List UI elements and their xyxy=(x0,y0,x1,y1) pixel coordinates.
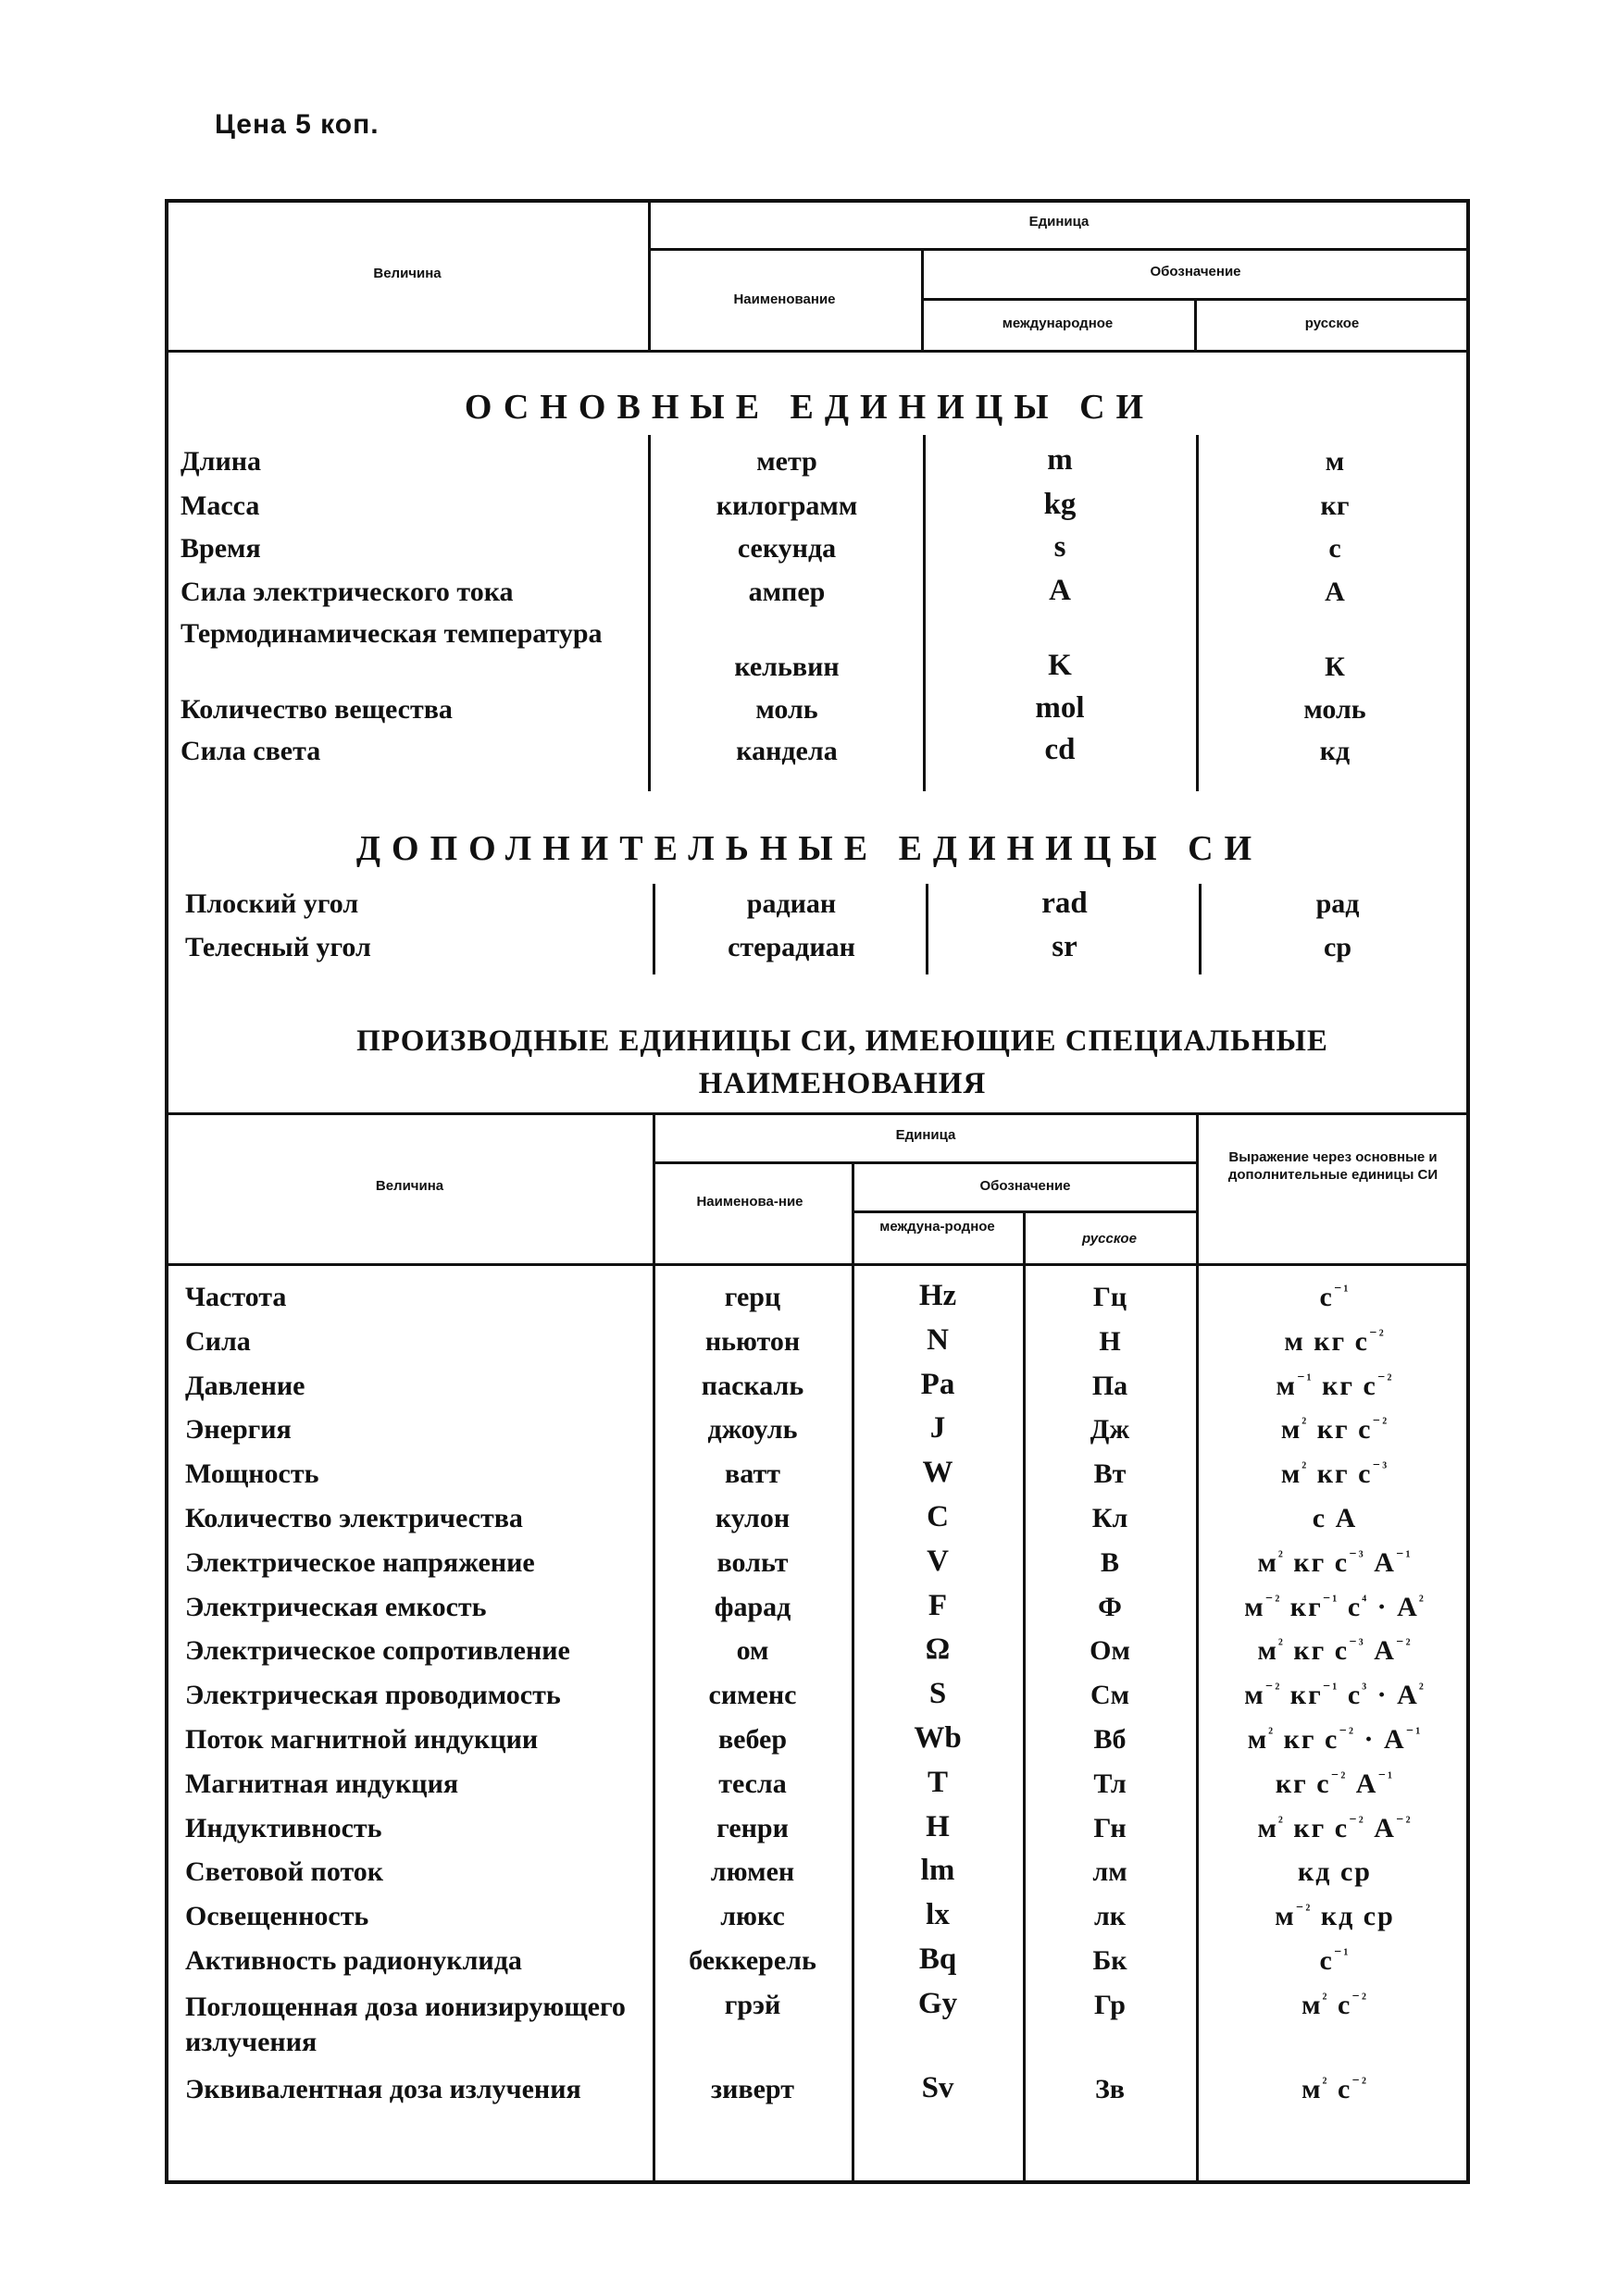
derived-rus-symbol: Вб xyxy=(1093,1724,1127,1755)
derived-quantity: Мощность xyxy=(185,1458,319,1489)
derived-intl-symbol: Gy xyxy=(917,1987,958,2020)
header2-name: Наименова-ние xyxy=(696,1194,803,1210)
derived-intl-symbol: lm xyxy=(920,1854,955,1887)
derived-unit-name: вебер xyxy=(717,1724,788,1755)
derived-expression: $м^{^2}$ $с^{^{-2}}$ xyxy=(1301,1990,1368,2020)
derived-unit-name: кулон xyxy=(715,1503,791,1533)
derived-unit-name: грэй xyxy=(724,1990,781,2020)
derived-unit-name: вольт xyxy=(716,1547,789,1578)
supp-divider-2 xyxy=(926,884,928,974)
derived-intl-symbol: T xyxy=(927,1766,948,1799)
derived-quantity: Индуктивность xyxy=(185,1813,382,1843)
base-rus-symbol: моль xyxy=(1303,694,1366,725)
base-rus-symbol: кг xyxy=(1320,490,1350,521)
header2-unit: Единица xyxy=(895,1127,956,1143)
derived-rus-symbol: Ом xyxy=(1090,1635,1130,1666)
base-divider-3 xyxy=(1196,435,1199,791)
header1-quantity: Величина xyxy=(373,266,442,281)
derived-expression: $с^{^{-1}}$ xyxy=(1319,1282,1351,1312)
base-rus-symbol: кд xyxy=(1319,736,1351,766)
derived-unit-name: генри xyxy=(716,1813,789,1843)
derived-expression: $м^{^2}$ кг $с^{^{-2}}$ $А^{^{-2}}$ xyxy=(1257,1813,1413,1843)
header2-rule-bottom xyxy=(165,1263,1470,1266)
base-quantity: Термодинамическая температура xyxy=(181,618,603,649)
header1-russian: русское xyxy=(1304,316,1360,331)
header2-designation: Обозначение xyxy=(979,1178,1071,1194)
derived-expression: $м^{^{-2}}$ $кг^{^{-1}}$ $с^{^4} \cdot А^{^2}$ xyxy=(1244,1592,1426,1622)
derived-expression: кд ср xyxy=(1298,1856,1372,1887)
base-unit-name: секунда xyxy=(737,533,837,564)
supp-quantity: Плоский угол xyxy=(185,888,359,919)
derived-quantity: Эквивалентная доза излучения xyxy=(185,2074,581,2104)
header1-international: международное xyxy=(1002,316,1114,331)
price-label: Цена 5 коп. xyxy=(215,109,380,140)
base-unit-name: метр xyxy=(756,446,817,477)
derived-unit-name: паскаль xyxy=(701,1371,804,1401)
header2-quantity: Величина xyxy=(375,1178,444,1194)
derived-unit-name: ньютон xyxy=(704,1326,801,1357)
derived-unit-name: люмен xyxy=(710,1856,795,1887)
derived-rus-symbol: Зв xyxy=(1094,2074,1126,2104)
derived-quantity: Поглощенная доза ионизирующего излучения xyxy=(185,1992,626,2057)
derived-rus-symbol: Гр xyxy=(1094,1990,1126,2020)
base-unit-name: кельвин xyxy=(734,652,840,682)
derived-quantity: Электрическая емкость xyxy=(185,1592,487,1622)
derived-quantity: Электрическое напряжение xyxy=(185,1547,535,1578)
header2-rule-top xyxy=(165,1112,1470,1115)
base-intl-symbol: mol xyxy=(1035,691,1085,725)
derived-rus-symbol: Гн xyxy=(1093,1813,1127,1843)
supp-divider-3 xyxy=(1199,884,1202,974)
derived-rus-symbol: Тл xyxy=(1093,1769,1127,1799)
derived-intl-symbol: Ω xyxy=(925,1632,951,1666)
base-quantity: Масса xyxy=(181,490,260,521)
derived-unit-name: фарад xyxy=(714,1592,791,1622)
base-intl-symbol: kg xyxy=(1043,488,1077,521)
derived-expression: $м^{^{-2}}$ кд ср xyxy=(1275,1901,1395,1931)
derived-unit-name: джоуль xyxy=(707,1414,798,1445)
header1-rule-bottom xyxy=(165,350,1470,353)
supp-intl-symbol: rad xyxy=(1041,887,1088,920)
supp-unit-name: стерадиан xyxy=(728,932,855,962)
base-unit-name: килограмм xyxy=(716,490,858,521)
header1-unit: Единица xyxy=(1028,214,1090,230)
base-intl-symbol: s xyxy=(1053,530,1066,564)
derived-rus-symbol: Гц xyxy=(1092,1282,1127,1312)
section-title-supplementary: ДОПОЛНИТЕЛЬНЫЕ ЕДИНИЦЫ СИ xyxy=(355,829,1264,868)
base-quantity: Сила света xyxy=(181,736,321,766)
base-unit-name: ампер xyxy=(748,577,826,607)
derived-expression: $м^{^{-1}}$ кг $с^{^{-2}}$ xyxy=(1276,1371,1394,1401)
section-title-base: ОСНОВНЫЕ ЕДИНИЦЫ СИ xyxy=(464,388,1155,427)
derived-divider-2 xyxy=(852,1161,854,2181)
derived-rus-symbol: См xyxy=(1090,1680,1130,1710)
derived-quantity: Световой поток xyxy=(185,1856,384,1887)
derived-intl-symbol: V xyxy=(927,1545,949,1578)
derived-intl-symbol: C xyxy=(927,1500,949,1533)
derived-unit-name: тесла xyxy=(718,1769,787,1799)
derived-unit-name: ом xyxy=(736,1635,769,1666)
header2-expression: Выражение через основные и дополнительные единицы СИ xyxy=(1227,1149,1438,1183)
derived-unit-name: герц xyxy=(724,1282,781,1312)
derived-quantity: Давление xyxy=(185,1371,305,1401)
base-rus-symbol: с xyxy=(1328,533,1341,564)
derived-intl-symbol: Bq xyxy=(918,1942,957,1976)
derived-expression: $м^{^{-2}}$ $кг^{^{-1}}$ $с^{^3} \cdot А^{^2}$ xyxy=(1244,1680,1426,1710)
base-intl-symbol: cd xyxy=(1044,733,1076,766)
derived-divider-4 xyxy=(1196,1112,1199,2181)
base-rus-symbol: К xyxy=(1325,652,1345,682)
base-quantity: Время xyxy=(181,533,261,564)
derived-unit-name: ватт xyxy=(725,1458,780,1489)
derived-quantity: Освещенность xyxy=(185,1901,369,1931)
derived-unit-name: беккерель xyxy=(689,1945,816,1976)
derived-quantity: Энергия xyxy=(185,1414,292,1445)
derived-rus-symbol: Дж xyxy=(1090,1414,1130,1445)
derived-expression: $м^{^2}$ кг $с^{^{-3}}$ $А^{^{-2}}$ xyxy=(1257,1635,1413,1666)
derived-intl-symbol: Sv xyxy=(921,2071,954,2104)
derived-rus-symbol: Вт xyxy=(1093,1458,1127,1489)
derived-rus-symbol: Бк xyxy=(1092,1945,1127,1976)
supp-intl-symbol: sr xyxy=(1052,930,1077,963)
derived-rus-symbol: Кл xyxy=(1091,1503,1128,1533)
header2-international: междуна-родное xyxy=(879,1219,995,1235)
derived-expression: $м^{^2}$ кг $с^{^{-2}} \cdot А^{^{-1}}$ xyxy=(1247,1724,1423,1755)
derived-expression: м кг $с^{^{-2}}$ xyxy=(1284,1326,1386,1357)
header1-rule-unit xyxy=(648,248,1470,251)
base-intl-symbol: A xyxy=(1049,574,1071,607)
derived-expression: кг $с^{^{-2}}$ $А^{^{-1}}$ xyxy=(1275,1769,1395,1799)
derived-intl-symbol: Wb xyxy=(914,1721,962,1755)
derived-rus-symbol: лк xyxy=(1093,1901,1127,1931)
supp-divider-1 xyxy=(653,884,655,974)
derived-quantity: Активность радионуклида xyxy=(185,1945,522,1976)
derived-rus-symbol: Па xyxy=(1091,1371,1128,1401)
derived-rus-symbol: В xyxy=(1100,1547,1119,1578)
derived-intl-symbol: S xyxy=(928,1677,947,1710)
derived-quantity: Поток магнитной индукции xyxy=(185,1724,539,1755)
derived-intl-symbol: W xyxy=(922,1456,953,1489)
header1-name: Наименование xyxy=(733,292,836,307)
header1-designation: Обозначение xyxy=(1150,264,1241,279)
base-unit-name: моль xyxy=(755,694,818,725)
supp-quantity: Телесный угол xyxy=(185,932,371,962)
derived-intl-symbol: J xyxy=(929,1411,946,1445)
derived-intl-symbol: N xyxy=(927,1323,949,1357)
derived-unit-name: люкс xyxy=(720,1901,785,1931)
derived-intl-symbol: F xyxy=(928,1589,948,1622)
derived-intl-symbol: Hz xyxy=(918,1279,957,1312)
derived-expression: с А xyxy=(1312,1503,1358,1533)
derived-unit-name: зиверт xyxy=(711,2074,794,2104)
header2-russian: русское xyxy=(1082,1231,1137,1247)
base-divider-1 xyxy=(648,435,651,791)
derived-rus-symbol: Н xyxy=(1099,1326,1121,1357)
supp-rus-symbol: ср xyxy=(1324,932,1351,962)
supp-rus-symbol: рад xyxy=(1315,888,1360,919)
derived-rus-symbol: лм xyxy=(1092,1856,1127,1887)
derived-quantity: Количество электричества xyxy=(185,1503,523,1533)
derived-unit-name: сименс xyxy=(708,1680,797,1710)
base-rus-symbol: м xyxy=(1325,446,1345,477)
base-rus-symbol: А xyxy=(1325,577,1345,607)
derived-rus-symbol: Ф xyxy=(1098,1592,1122,1622)
derived-quantity: Магнитная индукция xyxy=(185,1769,459,1799)
derived-quantity: Электрическое сопротивление xyxy=(185,1635,570,1666)
section-title-derived: ПРОИЗВОДНЫЕ ЕДИНИЦЫ СИ, ИМЕЮЩИЕ СПЕЦИАЛЬНЫЕ НАИМЕНОВАНИЯ xyxy=(356,1024,1328,1100)
base-quantity: Длина xyxy=(181,446,262,477)
derived-quantity: Электрическая проводимость xyxy=(185,1680,561,1710)
base-quantity: Количество вещества xyxy=(181,694,453,725)
derived-intl-symbol: Pa xyxy=(920,1368,955,1401)
derived-quantity: Сила xyxy=(185,1326,251,1357)
derived-expression: $м^{^2}$ кг $с^{^{-3}}$ xyxy=(1280,1458,1389,1489)
derived-quantity: Частота xyxy=(185,1282,287,1312)
derived-expression: $м^{^2}$ кг $с^{^{-2}}$ xyxy=(1280,1414,1389,1445)
derived-intl-symbol: H xyxy=(926,1810,950,1843)
base-intl-symbol: K xyxy=(1048,649,1072,682)
supp-unit-name: радиан xyxy=(746,888,837,919)
base-intl-symbol: m xyxy=(1047,443,1073,477)
header2-rule-unit xyxy=(653,1161,1199,1164)
derived-expression: $с^{^{-1}}$ xyxy=(1319,1945,1351,1976)
derived-intl-symbol: lx xyxy=(926,1898,950,1931)
derived-expression: $м^{^2}$ кг $с^{^{-3}}$ $А^{^{-1}}$ xyxy=(1257,1547,1413,1578)
base-unit-name: кандела xyxy=(736,736,838,766)
derived-expression: $м^{^2}$ $с^{^{-2}}$ xyxy=(1301,2074,1368,2104)
base-quantity: Сила электрического тока xyxy=(181,577,514,607)
